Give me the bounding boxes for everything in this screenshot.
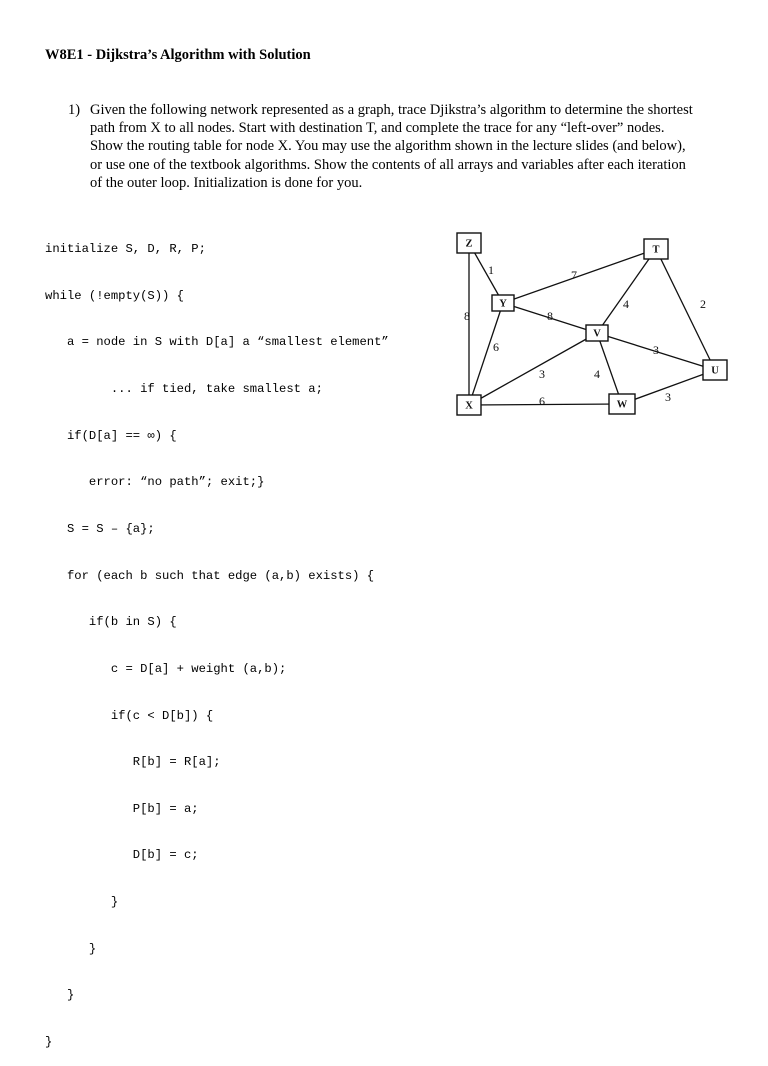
edge-weight-label: 4 [623, 296, 629, 311]
code-line: c = D[a] + weight (a,b); [45, 661, 287, 676]
node-label: X [465, 400, 473, 412]
question-line: path from X to all nodes. Start with destination T, and complete the trace for any “left-over” nodes. [90, 120, 665, 137]
edge-weight-label: 6 [493, 339, 499, 354]
code-line: for (each b such that edge (a,b) exists) { [45, 568, 375, 583]
node-label: V [593, 328, 601, 340]
edge-y-x [469, 303, 503, 405]
edge-y-t [503, 249, 656, 303]
code-line: if(D[a] == ∞) { [45, 428, 177, 443]
code-line: if(b in S) { [45, 615, 177, 630]
code-line: initialize S, D, R, P; [45, 242, 206, 257]
node-label: Z [465, 238, 473, 250]
edge-x-w [469, 404, 622, 405]
edge-weight-label: 3 [665, 389, 671, 404]
edge-weight-label: 3 [539, 366, 545, 381]
question-number: 1) [68, 102, 81, 118]
code-line: D[b] = c; [45, 848, 199, 863]
code-line: ... if tied, take smallest a; [45, 382, 323, 397]
node-label: Y [499, 298, 507, 310]
code-line: } [45, 988, 75, 1003]
edge-v-x [469, 333, 597, 405]
page-title: W8E1 - Dijkstra’s Algorithm with Solution [45, 47, 311, 63]
edge-weight-label: 7 [571, 267, 577, 282]
edge-weight-label: 8 [547, 308, 553, 323]
question-text [90, 101, 728, 192]
question-line: of the outer loop. Initialization is done for you. [90, 174, 363, 191]
node-label: U [711, 365, 719, 377]
code-line: if(c < D[b]) { [45, 708, 214, 723]
code-line: error: “no path”; exit;} [45, 475, 265, 490]
graph-node-t [644, 239, 668, 259]
code-line: } [45, 941, 97, 956]
edge-weight-label: 8 [464, 308, 470, 323]
node-label: T [652, 244, 660, 256]
code-line: while (!empty(S)) { [45, 288, 184, 303]
question-line: Given the following network represented as a graph, trace Djikstra’s algorithm to determine the shortest [90, 102, 693, 118]
code-line: } [45, 895, 119, 910]
node-label: W [616, 399, 628, 411]
code-line: R[b] = R[a]; [45, 755, 221, 770]
network-graph [440, 222, 740, 422]
question-line: Show the routing table for node X. You may use the algorithm shown in the lecture slides (and below), [90, 138, 686, 155]
code-line: S = S – {a}; [45, 521, 155, 536]
edge-v-t [597, 249, 656, 333]
edge-weight-label: 4 [594, 366, 600, 381]
code-line: P[b] = a; [45, 801, 199, 816]
question-line: or use one of the textbook algorithms. Show the contents of all arrays and variables after each iteration [90, 156, 686, 173]
edge-weight-label: 1 [488, 262, 494, 277]
code-line: } [45, 1034, 53, 1049]
graph-node-u [703, 360, 727, 380]
graph-node-v [586, 325, 608, 341]
edge-weight-label: 6 [539, 393, 545, 408]
edge-weight-label: 3 [653, 342, 659, 357]
graph-node-z [457, 233, 481, 253]
edge-t-u [656, 249, 715, 370]
graph-node-w [609, 394, 635, 414]
graph-node-x [457, 395, 481, 415]
graph-node-y [492, 295, 514, 311]
code-line: a = node in S with D[a] a “smallest element” [45, 335, 389, 350]
edge-weight-label: 2 [700, 296, 706, 311]
pseudocode-block [45, 211, 389, 1066]
